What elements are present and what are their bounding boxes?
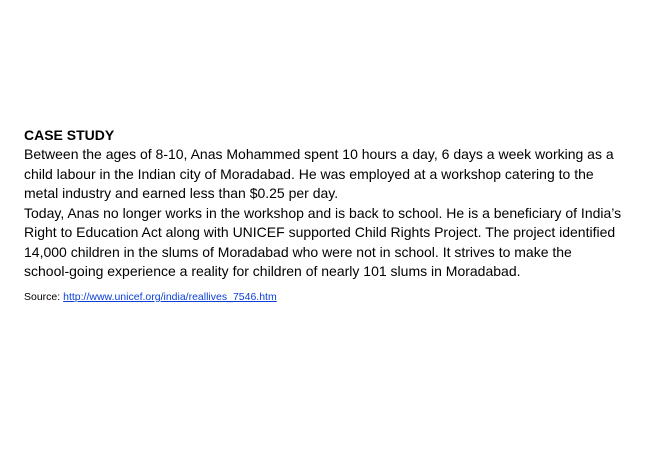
paragraph-2-line-4: school-going experience a reality for children of nearly 101 slums in Moradabad. — [24, 263, 521, 279]
paragraph-2-line-2: Right to Education Act along with UNICEF supported Child Rights Project. The project identified — [24, 224, 616, 240]
paragraph-1-line-1: Between the ages of 8-10, Anas Mohammed spent 10 hours a day, 6 days a week working as a — [24, 146, 614, 162]
case-study-title: CASE STUDY — [24, 127, 115, 143]
paragraph-2-line-1: Today, Anas no longer works in the workshop and is back to school. He is a beneficiary of India’s — [24, 204, 622, 221]
paragraph-1-line-3: metal industry and earned less than $0.25 per day. — [24, 185, 339, 201]
source-link[interactable]: http://www.unicef.org/india/reallives_7546.htm — [63, 291, 277, 303]
paragraph-1-line-2: child labour in the Indian city of Moradabad. He was employed at a workshop catering to the — [24, 165, 594, 182]
case-study-block — [24, 126, 638, 282]
source-label: Source: — [24, 291, 64, 303]
paragraph-2-line-3: 14,000 children in the slums of Moradabad who were not in school. It strives to make the — [24, 243, 572, 260]
source-line — [24, 290, 277, 304]
